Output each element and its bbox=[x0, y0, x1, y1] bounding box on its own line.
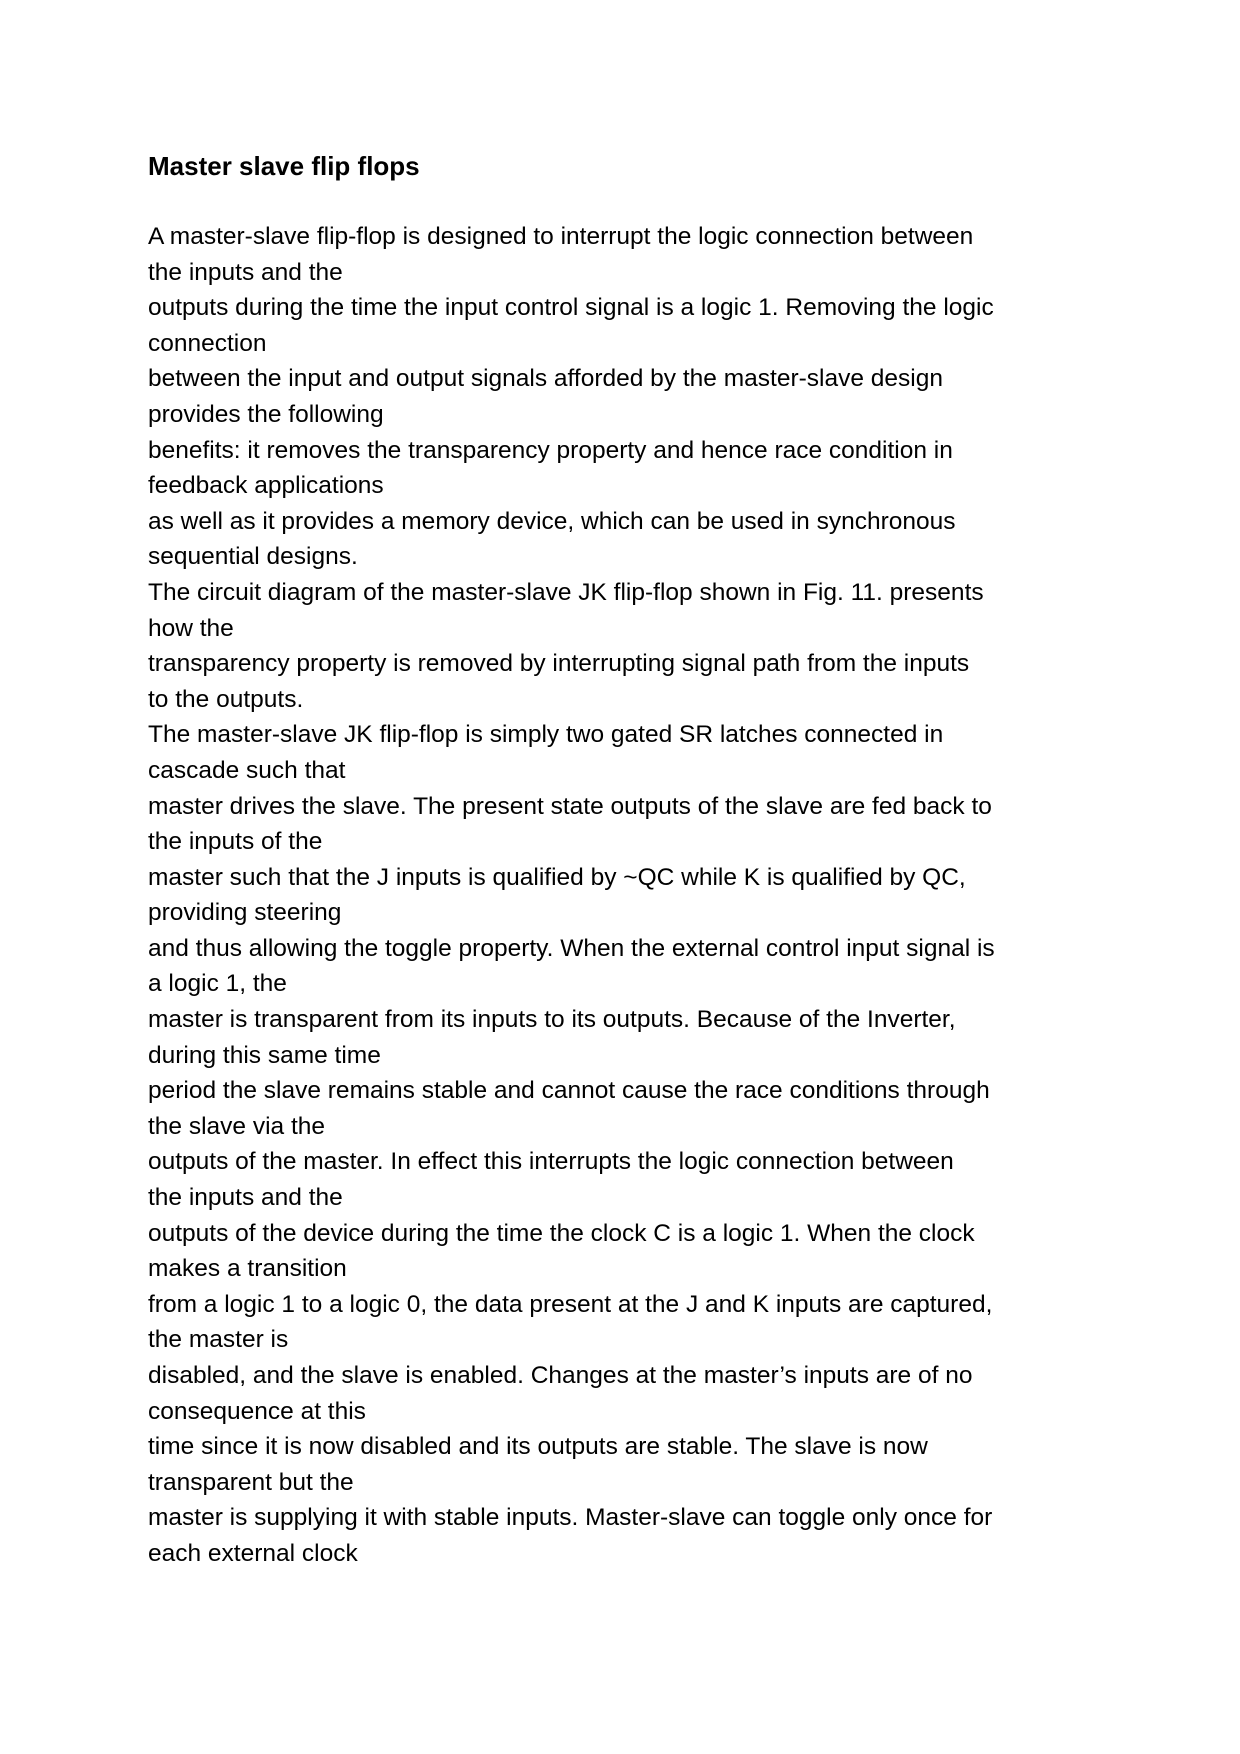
text-line: time since it is now disabled and its outputs are stable. The slave is now bbox=[148, 1433, 928, 1461]
text-line: makes a transition bbox=[148, 1255, 347, 1283]
text-line: master is transparent from its inputs to its outputs. Because of the Inverter, bbox=[148, 1006, 956, 1034]
text-line: from a logic 1 to a logic 0, the data present at the J and K inputs are captured, bbox=[148, 1290, 993, 1318]
text-line: a logic 1, the bbox=[148, 970, 287, 998]
text-line: between the input and output signals afforded by the master-slave design bbox=[148, 365, 943, 393]
text-line: and thus allowing the toggle property. When the external control input signal is bbox=[148, 934, 995, 962]
text-line: the inputs and the bbox=[148, 258, 343, 286]
text-line: cascade such that bbox=[148, 756, 346, 784]
text-line: period the slave remains stable and cannot cause the race conditions through bbox=[148, 1077, 990, 1105]
text-line: sequential designs. bbox=[148, 543, 358, 571]
text-line: outputs during the time the input control signal is a logic 1. Removing the logic bbox=[148, 294, 994, 322]
document-body bbox=[148, 148, 1088, 1572]
text-line: A master-slave flip-flop is designed to interrupt the logic connection between bbox=[148, 223, 974, 250]
text-line: outputs of the device during the time the clock C is a logic 1. When the clock bbox=[148, 1219, 975, 1247]
text-line: master drives the slave. The present state outputs of the slave are fed back to bbox=[148, 792, 992, 820]
text-line: to the outputs. bbox=[148, 685, 304, 713]
text-line: feedback applications bbox=[148, 472, 384, 500]
text-line: the slave via the bbox=[148, 1112, 326, 1140]
text-line: transparent but the bbox=[148, 1468, 354, 1496]
text-line: how the bbox=[148, 614, 234, 642]
text-line: the inputs of the bbox=[148, 828, 323, 856]
text-line: the inputs and the bbox=[148, 1184, 343, 1212]
text-line: outputs of the master. In effect this interrupts the logic connection between bbox=[148, 1148, 954, 1176]
text-line: master is supplying it with stable inputs. Master-slave can toggle only once for bbox=[148, 1504, 993, 1532]
text-line: master such that the J inputs is qualified by ~QC while K is qualified by QC, bbox=[148, 863, 966, 891]
document-title: Master slave flip flops bbox=[148, 151, 420, 181]
text-line: benefits: it removes the transparency property and hence race condition in bbox=[148, 436, 953, 464]
text-line: provides the following bbox=[148, 400, 384, 428]
text-line: during this same time bbox=[148, 1041, 381, 1069]
text-line: connection bbox=[148, 329, 267, 357]
text-line: The circuit diagram of the master-slave JK flip-flop shown in Fig. 11. presents bbox=[148, 578, 984, 606]
text-line: transparency property is removed by interrupting signal path from the inputs bbox=[148, 650, 970, 678]
text-line: as well as it provides a memory device, which can be used in synchronous bbox=[148, 507, 956, 535]
text-line: the master is bbox=[148, 1326, 289, 1354]
text-line: consequence at this bbox=[148, 1397, 366, 1425]
text-line: each external clock bbox=[148, 1539, 358, 1567]
text-line: The master-slave JK flip-flop is simply two gated SR latches connected in bbox=[148, 721, 944, 749]
text-line: providing steering bbox=[148, 899, 342, 927]
text-line: disabled, and the slave is enabled. Changes at the master’s inputs are of no bbox=[148, 1362, 973, 1389]
text-block bbox=[148, 219, 1088, 1572]
